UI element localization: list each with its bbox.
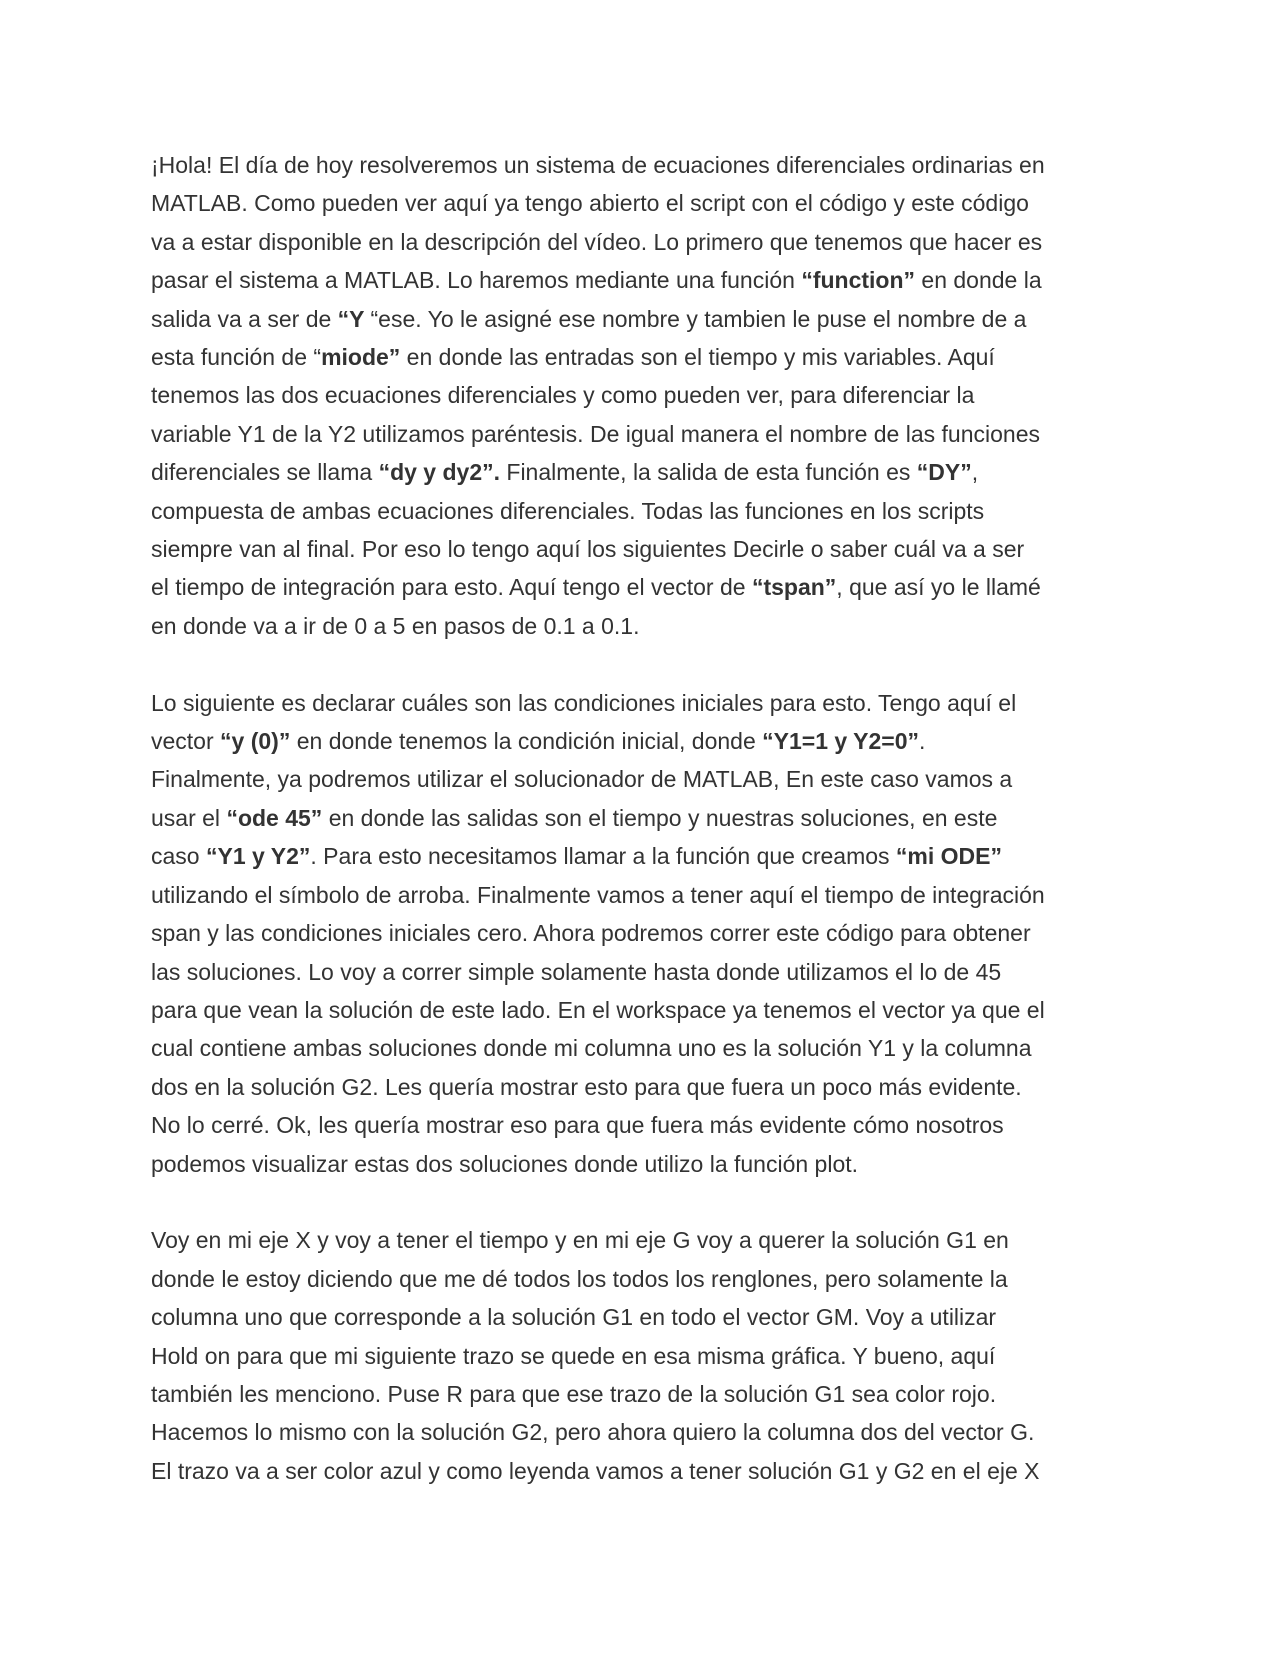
text-run: Finalmente, la salida de esta función es bbox=[500, 459, 917, 486]
text-run: en donde tenemos la condición inicial, donde bbox=[290, 728, 763, 755]
text-line bbox=[151, 799, 1136, 837]
text-run: salida va a ser de bbox=[151, 305, 338, 332]
text-run: donde le estoy diciendo que me dé todos los todos los renglones, pero solamente la bbox=[151, 1265, 1008, 1292]
text-line bbox=[151, 684, 1136, 722]
text-run: para que vean la solución de este lado. En el workspace ya tenemos el vector ya que el bbox=[151, 996, 1045, 1023]
text-line bbox=[151, 991, 1136, 1029]
text-run: siempre van al final. Por eso lo tengo aquí los siguientes Decirle o saber cuál va a ser bbox=[151, 536, 1025, 563]
bold-term: “ode 45” bbox=[226, 804, 323, 831]
text-line bbox=[151, 338, 1136, 376]
bold-term: “Y bbox=[337, 305, 371, 332]
text-run: vector bbox=[151, 728, 221, 755]
text-run: MATLAB. Como pueden ver aquí ya tengo abierto el script con el código y este código bbox=[151, 190, 1029, 217]
text-run: No lo cerré. Ok, les quería mostrar eso para que fuera más evidente cómo nosotros bbox=[151, 1112, 1004, 1139]
bold-term: “DY” bbox=[916, 459, 972, 486]
text-run: , bbox=[971, 459, 979, 486]
text-run: Finalmente, ya podremos utilizar el solucionador de MATLAB, En este caso vamos a bbox=[151, 766, 1013, 793]
bold-term: “Y1 y Y2” bbox=[205, 843, 311, 870]
text-line bbox=[151, 1260, 1136, 1298]
text-run: pasar el sistema a MATLAB. Lo haremos mediante una función bbox=[151, 267, 802, 294]
text-line bbox=[151, 184, 1136, 222]
text-run: dos en la solución G2. Les quería mostrar esto para que fuera un poco más evidente. bbox=[151, 1073, 1022, 1100]
text-run: cual contiene ambas soluciones donde mi columna uno es la solución Y1 y la columna bbox=[151, 1035, 1032, 1062]
text-run: , que así yo le llamé bbox=[836, 574, 1041, 601]
text-line bbox=[151, 530, 1136, 568]
text-line bbox=[151, 837, 1136, 875]
text-run: variable Y1 de la Y2 utilizamos paréntesis. De igual manera el nombre de las funciones bbox=[151, 420, 1040, 447]
text-line bbox=[151, 607, 1136, 645]
text-run: el tiempo de integración para esto. Aquí tengo el vector de bbox=[151, 574, 752, 601]
text-run: span y las condiciones iniciales cero. Ahora podremos correr este código para obtener bbox=[151, 920, 1031, 947]
text-run: El trazo va a ser color azul y como leyenda vamos a tener solución G1 y G2 en el eje X bbox=[151, 1457, 1040, 1484]
text-run: en donde las salidas son el tiempo y nuestras soluciones, en este bbox=[322, 804, 998, 831]
text-line bbox=[151, 376, 1136, 414]
text-line bbox=[151, 1221, 1136, 1259]
text-line bbox=[151, 1068, 1136, 1106]
bold-term: “y (0)” bbox=[220, 728, 291, 755]
document-page bbox=[151, 146, 1136, 1490]
text-run: Lo siguiente es declarar cuáles son las condiciones iniciales para esto. Tengo aquí el bbox=[151, 689, 1017, 716]
text-run: en donde va a ir de 0 a 5 en pasos de 0.1 a 0.1. bbox=[151, 612, 640, 639]
text-line bbox=[151, 760, 1136, 798]
text-run: columna uno que corresponde a la solución G1 en todo el vector GM. Voy a utilizar bbox=[151, 1304, 997, 1331]
text-run: tenemos las dos ecuaciones diferenciales y como pueden ver, para diferenciar la bbox=[151, 382, 975, 409]
text-line bbox=[151, 261, 1136, 299]
text-line bbox=[151, 876, 1136, 914]
text-line bbox=[151, 1452, 1136, 1490]
text-run: . bbox=[919, 728, 926, 755]
text-run: usar el bbox=[151, 804, 227, 831]
text-run: “ese. Yo le asigné ese nombre y tambien le puse el nombre de a bbox=[370, 305, 1027, 332]
text-line bbox=[151, 223, 1136, 261]
bold-term: “tspan” bbox=[751, 574, 837, 601]
text-line bbox=[151, 300, 1136, 338]
text-run: las soluciones. Lo voy a correr simple solamente hasta donde utilizamos el lo de 45 bbox=[151, 958, 1002, 985]
text-run: utilizando el símbolo de arroba. Finalmente vamos a tener aquí el tiempo de integración bbox=[151, 881, 1045, 908]
text-line bbox=[151, 1145, 1136, 1183]
text-line bbox=[151, 415, 1136, 453]
text-line bbox=[151, 492, 1136, 530]
text-line bbox=[151, 722, 1136, 760]
bold-term: “dy y dy2”. bbox=[378, 459, 500, 486]
text-run: Voy en mi eje X y voy a tener el tiempo y en mi eje G voy a querer la solución G1 en bbox=[151, 1227, 1009, 1254]
text-run: esta función de “ bbox=[151, 344, 322, 371]
bold-term: miode” bbox=[321, 344, 401, 371]
text-run: caso bbox=[151, 843, 206, 870]
text-run: ¡Hola! El día de hoy resolveremos un sistema de ecuaciones diferenciales ordinarias en bbox=[151, 152, 1045, 178]
text-run: podemos visualizar estas dos soluciones donde utilizo la función plot. bbox=[151, 1150, 859, 1177]
text-line bbox=[151, 1337, 1136, 1375]
text-run: compuesta de ambas ecuaciones diferenciales. Todas las funciones en los scripts bbox=[151, 497, 985, 524]
text-line bbox=[151, 1375, 1136, 1413]
paragraph bbox=[151, 146, 1136, 645]
paragraph bbox=[151, 1221, 1136, 1490]
text-line bbox=[151, 146, 1136, 184]
text-line bbox=[151, 953, 1136, 991]
paragraph bbox=[151, 684, 1136, 1183]
text-line bbox=[151, 914, 1136, 952]
text-run: también les menciono. Puse R para que ese trazo de la solución G1 sea color rojo. bbox=[151, 1380, 997, 1407]
text-line bbox=[151, 453, 1136, 491]
text-run: . Para esto necesitamos llamar a la función que creamos bbox=[310, 843, 896, 870]
bold-term: “function” bbox=[801, 267, 916, 294]
bold-term: “mi ODE” bbox=[895, 843, 1002, 870]
bold-term: “Y1=1 y Y2=0” bbox=[762, 728, 920, 755]
text-run: Hold on para que mi siguiente trazo se quede en esa misma gráfica. Y bueno, aquí bbox=[151, 1342, 996, 1369]
text-line bbox=[151, 1298, 1136, 1336]
text-line bbox=[151, 1413, 1136, 1451]
text-run: Hacemos lo mismo con la solución G2, pero ahora quiero la columna dos del vector G. bbox=[151, 1419, 1035, 1446]
text-run: en donde la bbox=[915, 267, 1042, 294]
text-run: diferenciales se llama bbox=[151, 459, 379, 486]
text-run: en donde las entradas son el tiempo y mis variables. Aquí bbox=[400, 344, 995, 371]
text-line bbox=[151, 568, 1136, 606]
text-run: va a estar disponible en la descripción del vídeo. Lo primero que tenemos que hacer es bbox=[151, 228, 1043, 255]
text-line bbox=[151, 1029, 1136, 1067]
text-line bbox=[151, 1106, 1136, 1144]
